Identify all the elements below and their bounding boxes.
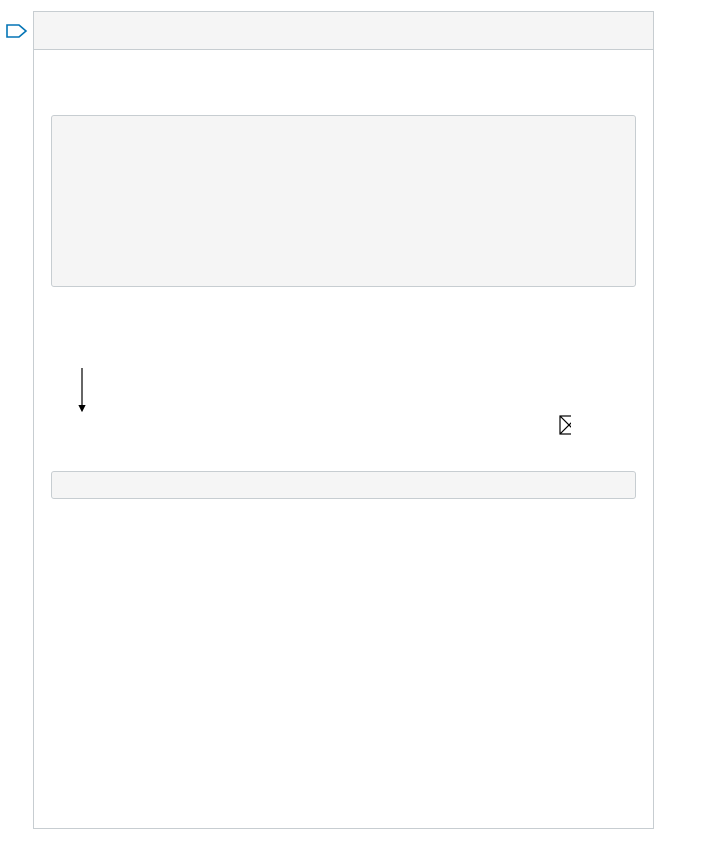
call-code-block — [51, 471, 636, 499]
code-text — [52, 116, 635, 130]
linked-chain-diagram — [51, 328, 571, 438]
null-terminator-icon — [560, 416, 571, 434]
bookmark-flag-icon[interactable] — [6, 24, 28, 38]
code-block — [51, 115, 636, 287]
question-header — [34, 12, 653, 50]
question-card — [33, 11, 654, 829]
